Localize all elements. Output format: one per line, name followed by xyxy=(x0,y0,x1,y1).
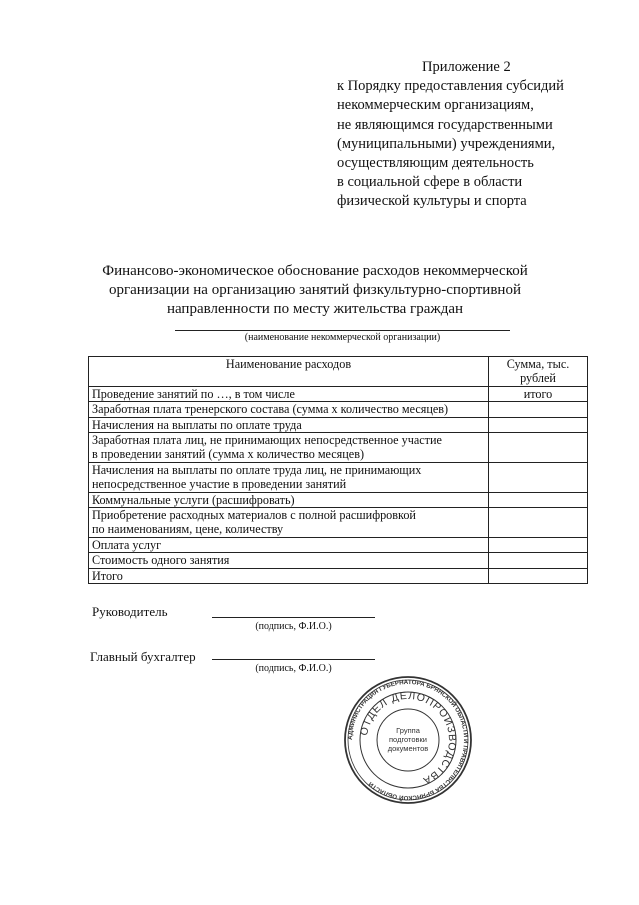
annex-line: не являющимся государственными xyxy=(337,116,553,133)
document-title xyxy=(90,262,540,319)
accountant-signature-caption: (подпись, Ф.И.О.) xyxy=(255,663,332,674)
header-sum-line: рублей xyxy=(520,371,556,386)
table-row xyxy=(89,462,588,492)
sum-cell xyxy=(489,553,588,568)
table-row xyxy=(89,433,588,463)
accountant-signature-line xyxy=(212,659,375,660)
expense-name-cell xyxy=(89,402,489,417)
sum-cell xyxy=(489,462,588,492)
organization-name-caption: (наименование некоммерческой организации) xyxy=(244,332,441,343)
organization-name-line xyxy=(175,330,510,331)
expense-name-line: Начисления на выплаты по оплате труда лиц, не принимающих xyxy=(92,462,422,477)
sum-cell xyxy=(489,492,588,507)
expense-name-line: Приобретение расходных материалов с полной расшифровкой xyxy=(92,508,416,523)
sum-cell xyxy=(489,568,588,583)
stamp-center-line: Группа xyxy=(396,726,420,735)
annex-line: осуществляющим деятельность xyxy=(337,155,534,172)
expense-name-cell xyxy=(89,553,489,568)
stamp-outer-text: АДМИНИСТРАЦИЯ ГУБЕРНАТОРА БРЯНСКОЙ ОБЛАСТИ И ПРАВИТЕЛЬСТВА БРЯНСКОЙ ОБЛАСТИ xyxy=(346,678,470,802)
expense-name-cell xyxy=(89,433,489,463)
expense-name-cell xyxy=(89,508,489,538)
expense-name-line: Начисления на выплаты по оплате труда xyxy=(92,417,302,432)
expense-name-line: по наименованиям, цене, количеству xyxy=(92,522,284,537)
title-line: направленности по месту жительства граждан xyxy=(166,301,464,317)
expense-name-cell xyxy=(89,492,489,507)
table-row xyxy=(89,568,588,583)
expense-name-cell xyxy=(89,462,489,492)
expense-name-cell xyxy=(89,386,489,401)
annex-line: (муниципальными) учреждениями, xyxy=(337,135,556,152)
expense-name-line: Заработная плата лиц, не принимающих непосредственное участие xyxy=(92,433,442,448)
stamp-center-line: документов xyxy=(387,744,429,753)
sum-cell xyxy=(489,417,588,432)
head-signature-caption: (подпись, Ф.И.О.) xyxy=(255,621,332,632)
title-line: Финансово-экономическое обоснование расходов некоммерческой xyxy=(102,263,528,279)
head-signature-line xyxy=(212,617,375,618)
expense-name-line: Проведение занятий по …, в том числе xyxy=(92,386,295,401)
expense-name-line: Заработная плата тренерского состава (сумма х количество месяцев) xyxy=(92,402,449,417)
annex-block xyxy=(337,58,627,212)
table-header-row xyxy=(89,357,588,387)
sum-cell xyxy=(489,402,588,417)
title-line: организации на организацию занятий физкультурно-спортивной xyxy=(109,282,521,298)
sum-cell xyxy=(489,508,588,538)
expense-name-line: Итого xyxy=(92,568,123,583)
expense-name-cell xyxy=(89,537,489,552)
table-row xyxy=(89,417,588,432)
sum-cell xyxy=(489,433,588,463)
office-stamp xyxy=(343,675,473,805)
expense-name-cell xyxy=(89,417,489,432)
annex-line: некоммерческим организациям, xyxy=(337,97,534,114)
accountant-signature-label: Главный бухгалтер xyxy=(90,649,196,664)
annex-title: Приложение 2 xyxy=(422,59,511,75)
expense-name-cell xyxy=(89,568,489,583)
header-sum xyxy=(489,357,588,387)
expense-name-line: Оплата услуг xyxy=(92,537,162,552)
table-row xyxy=(89,492,588,507)
sum-cell: итого xyxy=(489,386,588,401)
stamp-middle-text: ОТДЕЛ ДЕЛОПРОИЗВОДСТВА xyxy=(358,689,459,787)
table-row xyxy=(89,508,588,538)
stamp-center-line: подготовки xyxy=(389,735,427,744)
table-row xyxy=(89,402,588,417)
expenses-table xyxy=(88,356,588,584)
head-signature-label: Руководитель xyxy=(92,604,168,619)
table-row xyxy=(89,386,588,401)
annex-line: к Порядку предоставления субсидий xyxy=(337,78,564,95)
annex-line: физической культуры и спорта xyxy=(337,193,527,210)
header-expense-name: Наименование расходов xyxy=(89,357,489,387)
expense-name-line: в проведении занятий (сумма х количество месяцев) xyxy=(92,447,365,462)
expense-name-line: Стоимость одного занятия xyxy=(92,553,230,568)
expense-name-line: непосредственное участие в проведении занятий xyxy=(92,477,347,492)
table-row xyxy=(89,537,588,552)
header-sum-line: Сумма, тыс. xyxy=(506,357,570,371)
table-row xyxy=(89,553,588,568)
expense-name-line: Коммунальные услуги (расшифровать) xyxy=(92,492,295,507)
sum-cell xyxy=(489,537,588,552)
annex-line: в социальной сфере в области xyxy=(337,174,523,191)
